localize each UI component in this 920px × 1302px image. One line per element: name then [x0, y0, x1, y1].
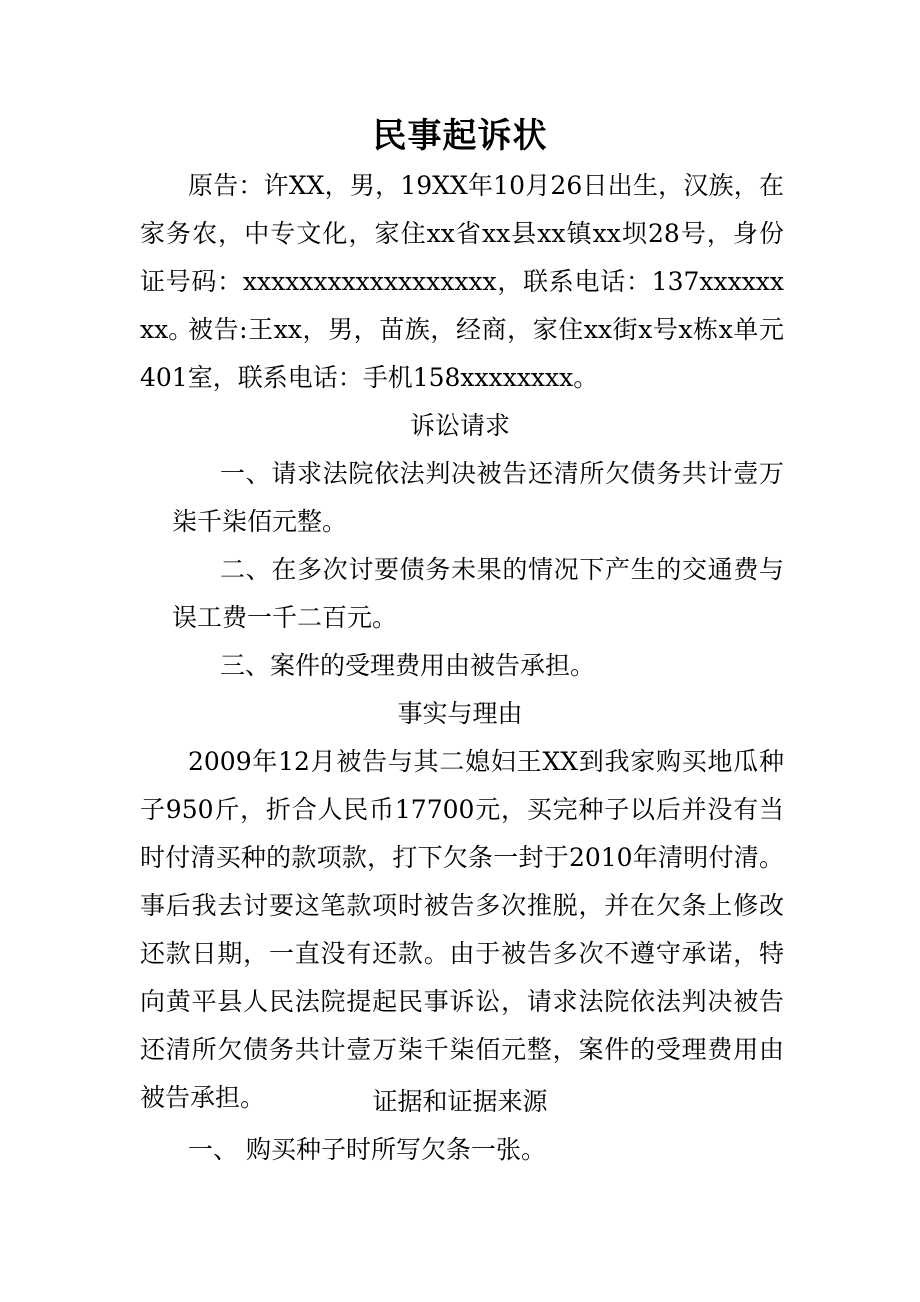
- claims-heading: 诉讼请求: [409, 411, 510, 440]
- claim-item-1: 一、请求法院依法判决被告还清所欠债务共计壹万柒千柒佰元整。: [172, 459, 784, 536]
- claim-item-2: 二、在多次讨要债务未果的情况下产生的交通费与误工费一千二百元。: [172, 555, 784, 632]
- facts-paragraph: 2009年12月被告与其二媳妇王XX到我家购买地瓜种子950斤，折合人民币17700元，买完种子以后并没有当时付清买种的款项款，打下欠条一封于2010年清明付清。事后我去讨要这笔款项时被告多次推脱，并在欠条上修改还款日期，一直没有还款。由于被告多次不遵守承诺，特向黄平县人民法院提起民事诉讼，请求法院依法判决被告还清所欠债务共计壹万柒千柒佰元整，案件的受理费用由被告承担。: [140, 747, 784, 1112]
- defendant-paragraph: 被告:王xx，男，苗族，经商，家住xx街x号x栋x单元401室，联系电话：手机158xxxxxxxx。: [140, 315, 784, 392]
- evidence-item-1: 一、 购买种子时所写欠条一张。: [188, 1135, 546, 1164]
- plaintiff-paragraph: 原告：许XX，男，19XX年10月26日出生，汉族，在家务农，中专文化，家住xx省xx县xx镇xx坝28号，身份证号码：xxxxxxxxxxxxxxxxxx，联系电话：137xxxxxxxx。: [140, 171, 784, 344]
- document-title: 民事起诉状: [372, 116, 548, 156]
- evidence-heading: 证据和证据来源: [372, 1087, 548, 1116]
- facts-heading: 事实与理由: [397, 699, 523, 728]
- claim-item-3: 三、案件的受理费用由被告承担。: [220, 651, 596, 680]
